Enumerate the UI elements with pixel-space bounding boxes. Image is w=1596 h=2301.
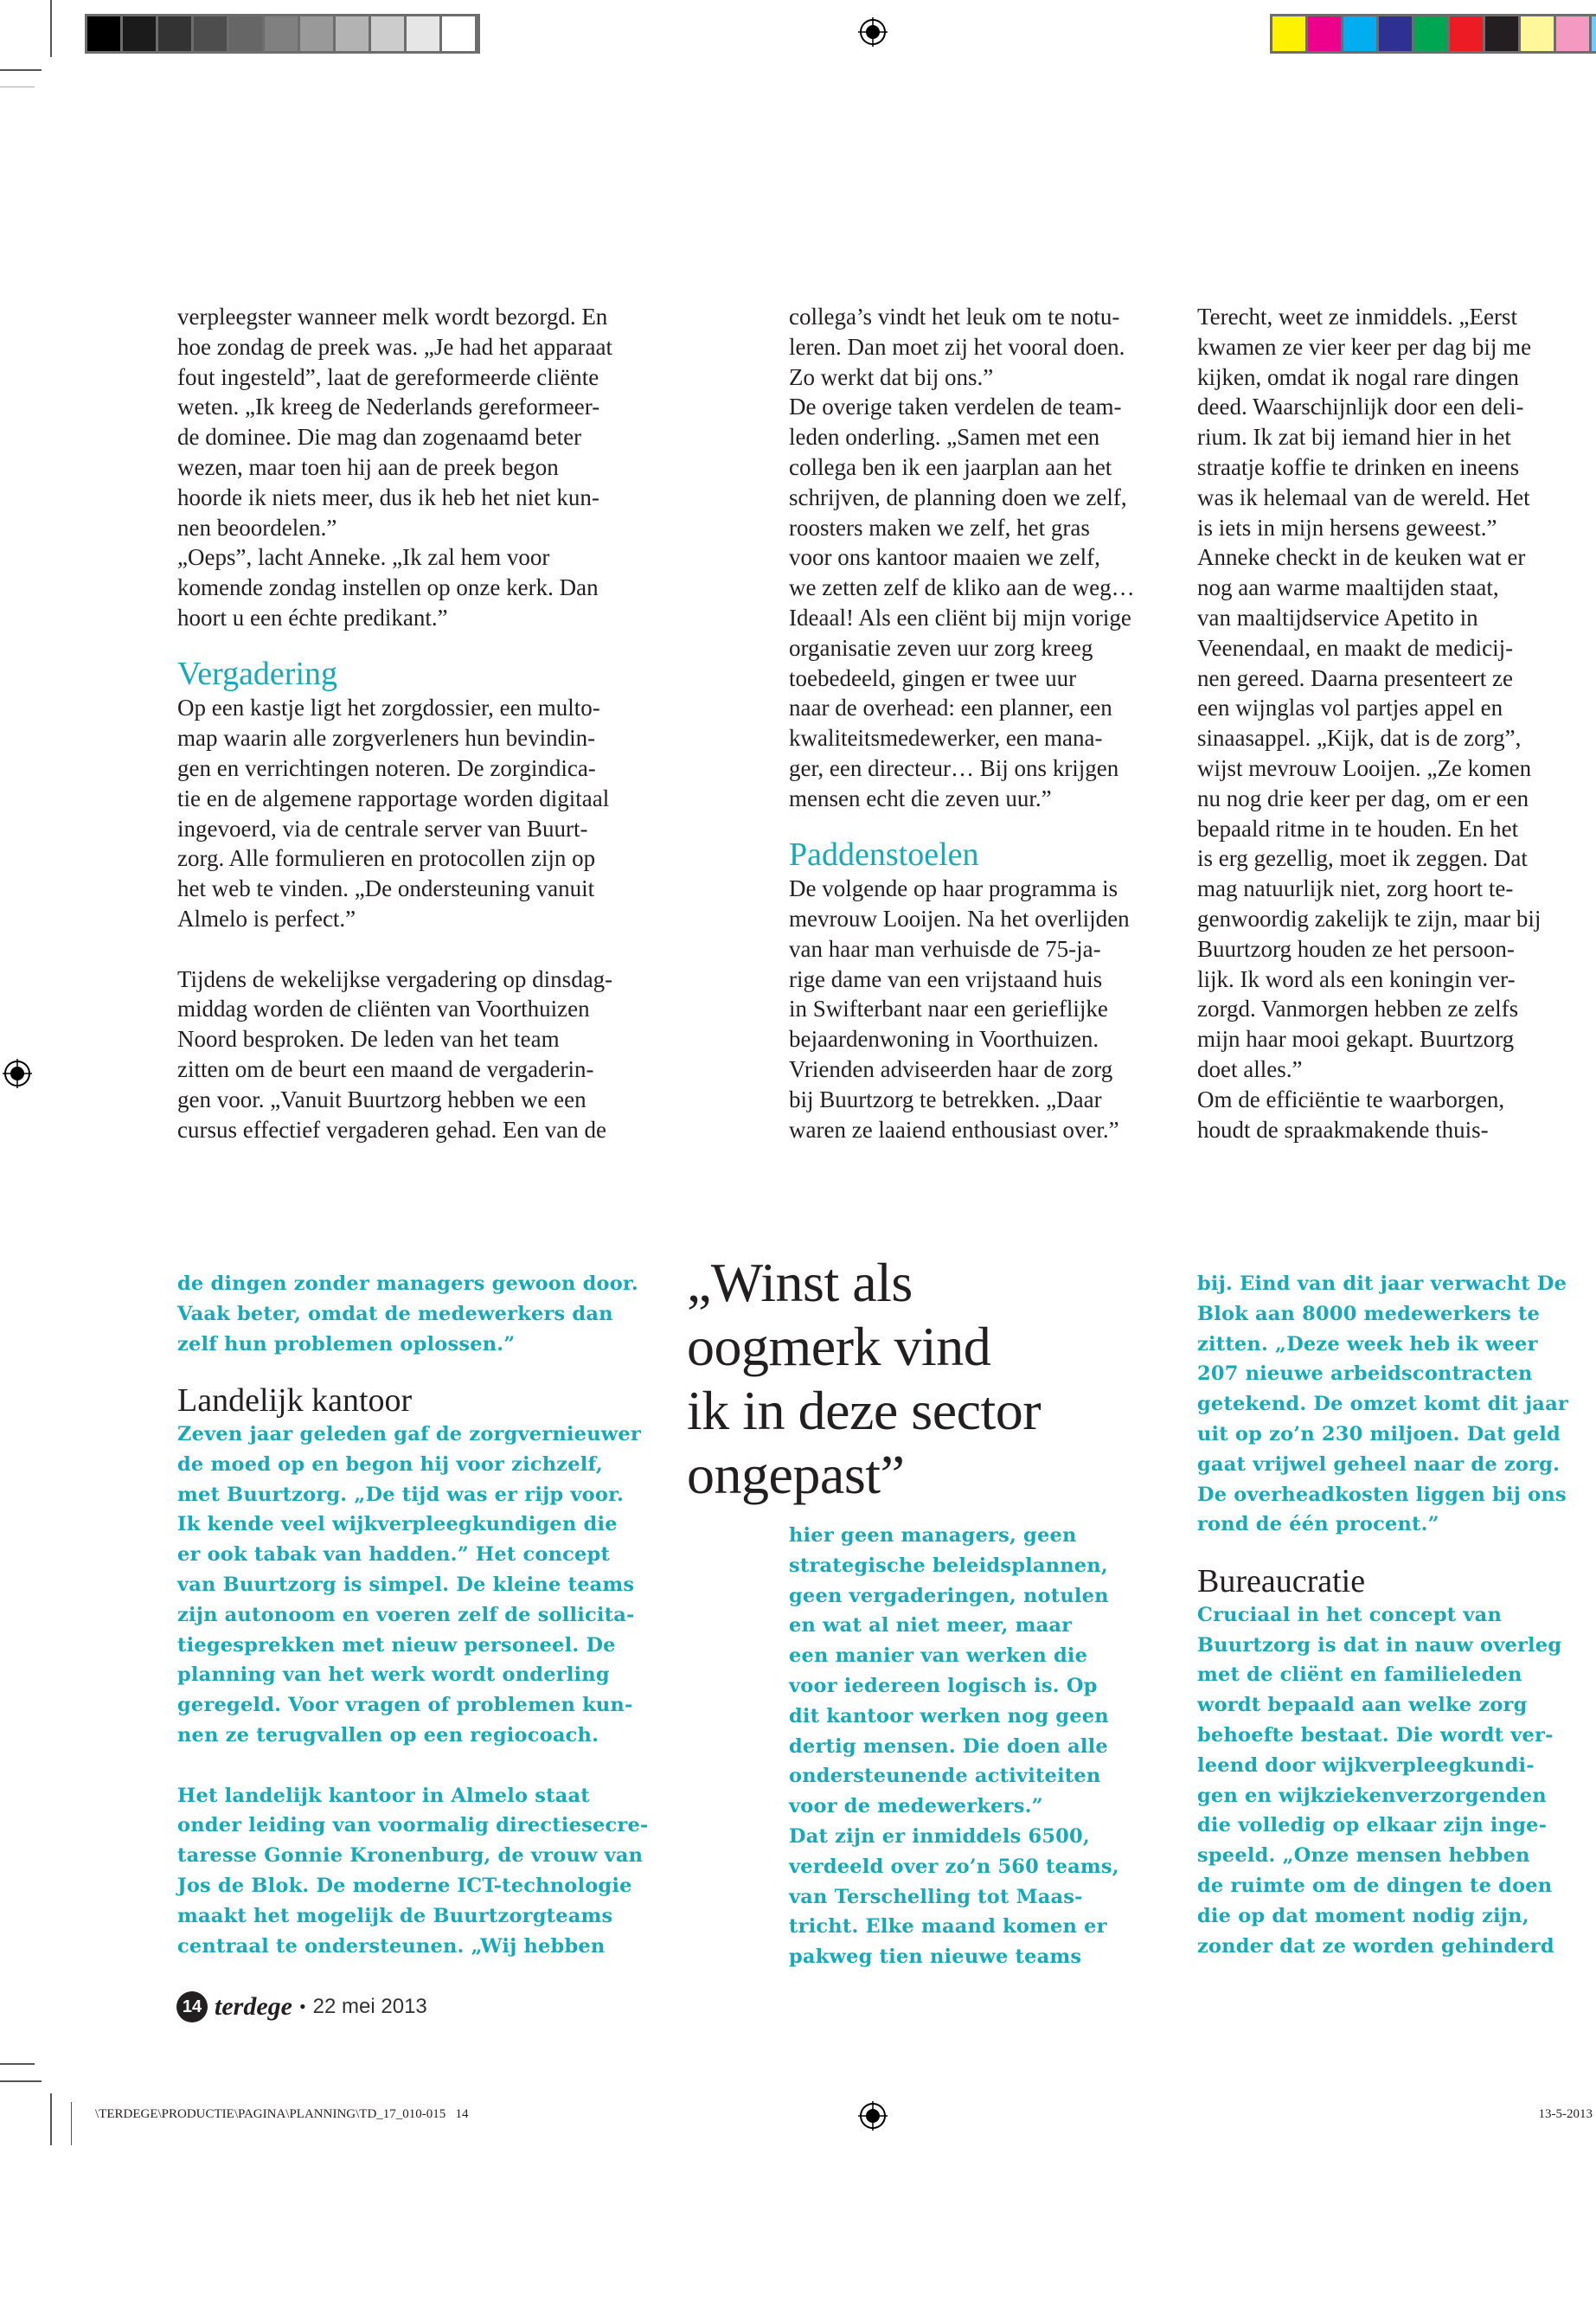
paragraph-spacer <box>177 934 662 965</box>
text-line: die volledig op elkaar zijn inge- <box>1197 1814 1548 1837</box>
grayscale-color-bar <box>85 14 480 54</box>
text-line: met de cliënt en familieleden <box>1197 1663 1522 1687</box>
text-line: lijk. Ik word als een koningin ver- <box>1197 965 1516 992</box>
text-line: De overheadkosten liggen bij ons <box>1197 1483 1567 1506</box>
text-line: Buurtzorg is dat in nauw overleg <box>1197 1633 1562 1657</box>
text-line: zitten om de beurt een maand de vergaderin- <box>177 1055 594 1082</box>
section-heading: Paddenstoelen <box>789 836 979 874</box>
crop-mark <box>0 2063 35 2065</box>
text-line: houdt de spraakmakende thuis- <box>1197 1116 1489 1143</box>
text-line: de dingen zonder managers gewoon door. <box>177 1272 638 1295</box>
text-line: mensen echt die zeven uur.” <box>789 785 1052 811</box>
crop-mark <box>0 69 42 71</box>
text-line: Blok aan 8000 medewerkers te <box>1197 1302 1541 1325</box>
color-swatch <box>1485 16 1521 51</box>
text-line: gaat vrijwel geheel naar de zorg. <box>1197 1452 1561 1476</box>
footer-separator: • <box>298 1996 306 2017</box>
pull-quote-line: ik in deze sector <box>687 1380 1042 1441</box>
text-line: hoe zondag de preek was. „Je had het apparaat <box>177 333 613 360</box>
text-line: de dominee. Die mag dan zogenaamd beter <box>177 424 582 451</box>
text-line: en wat al niet meer, maar <box>789 1614 1073 1638</box>
text-line: nen gereed. Daarna presenteert ze <box>1197 664 1514 691</box>
text-line: het web te vinden. „De ondersteuning vanuit <box>177 875 595 902</box>
color-swatch <box>442 16 478 51</box>
text-line: ingevoerd, via de centrale server van Buurt- <box>177 815 588 842</box>
paragraph <box>177 965 662 1145</box>
text-line: gen en wijkziekenverzorgenden <box>1197 1784 1547 1807</box>
text-line: behoefte bestaat. Die wordt ver- <box>1197 1723 1554 1747</box>
text-line: „Oeps”, lacht Anneke. „Ik zal hem voor <box>177 544 550 571</box>
pull-quote-line: oogmerk vind <box>687 1316 991 1377</box>
paragraph <box>177 1269 662 1359</box>
text-line: dertig mensen. Die doen alle <box>789 1734 1108 1758</box>
issue-date: 22 mei 2013 <box>312 1995 427 2018</box>
text-line: Ideaal! Als een cliënt bij mijn vorige <box>789 604 1131 631</box>
text-line: fout ingesteld”, laat de gereformeerde cliënte <box>177 363 599 390</box>
text-line: De volgende op haar programma is <box>789 875 1118 902</box>
text-line: dit kantoor werken nog geen <box>789 1704 1109 1727</box>
text-line: kwamen ze vier keer per dag bij me <box>1197 333 1532 360</box>
text-line: bij. Eind van dit jaar verwacht De <box>1197 1272 1567 1295</box>
text-line: Dat zijn er inmiddels 6500, <box>789 1824 1090 1848</box>
color-swatch <box>1379 16 1414 51</box>
text-line: Om de efficiëntie te waarborgen, <box>1197 1086 1505 1112</box>
registration-mark-icon <box>858 17 888 47</box>
text-line: cursus effectief vergaderen gehad. Een van de <box>177 1116 607 1143</box>
color-swatch <box>229 16 265 51</box>
paragraph <box>177 1781 662 1962</box>
text-line: strategische beleidsplannen, <box>789 1554 1108 1577</box>
magazine-logo: terdege <box>215 1992 292 2021</box>
text-line: is erg gezellig, moet ik zeggen. Dat <box>1197 845 1528 872</box>
text-line: zorg. Alle formulieren en protocollen zijn op <box>177 845 596 872</box>
color-swatch <box>1592 16 1596 51</box>
text-line: komende zondag instellen op onze kerk. Dan <box>177 574 599 601</box>
text-line: middag worden de cliënten van Voorthuizen <box>177 996 590 1022</box>
text-line: gen en verrichtingen noteren. De zorgindica- <box>177 754 596 781</box>
text-line: verpleegster wanneer melk wordt bezorgd. En <box>177 304 608 330</box>
text-line: hoort u een échte predikant.” <box>177 604 448 631</box>
text-line: rige dame van een vrijstaand huis <box>789 965 1103 992</box>
text-line: van Terschelling tot Maas- <box>789 1885 1083 1908</box>
text-line: leend door wijkverpleegkundi- <box>1197 1753 1535 1777</box>
text-line: van maaltijdservice Apetito in <box>1197 604 1478 631</box>
text-line: wordt bepaald aan welke zorg <box>1197 1694 1528 1717</box>
text-line: was ik helemaal van de wereld. Het <box>1197 484 1530 510</box>
pull-quote-line: „Winst als <box>687 1252 913 1313</box>
text-line: Tijdens de wekelijkse vergadering op dinsdag- <box>177 965 613 992</box>
text-line: mag natuurlijk niet, zorg hoort te- <box>1197 875 1514 902</box>
text-line: voor iedereen logisch is. Op <box>789 1674 1098 1697</box>
text-line: schrijven, de planning doen we zelf, <box>789 484 1127 510</box>
top-column-1 <box>177 302 662 1144</box>
text-line: Het landelijk kantoor in Almelo staat <box>177 1784 590 1807</box>
text-line: bepaald ritme in te houden. En het <box>1197 815 1519 842</box>
color-swatch <box>371 16 407 51</box>
text-line: geen vergaderingen, notulen <box>789 1584 1109 1607</box>
text-line: Terecht, weet ze inmiddels. „Eerst <box>1197 304 1517 330</box>
text-line: deed. Waarschijnlijk door een deli- <box>1197 394 1524 420</box>
text-line: nen beoordelen.” <box>177 514 337 541</box>
text-line: Buurtzorg houden ze het persoon- <box>1197 935 1515 962</box>
text-line: zonder dat ze worden gehinderd <box>1197 1934 1554 1958</box>
text-line: naar de overhead: een planner, een <box>789 695 1112 721</box>
text-line: hier geen managers, geen <box>789 1524 1077 1547</box>
text-line: voor ons kantoor maaien we zelf, <box>789 544 1100 571</box>
text-line: geregeld. Voor vragen of problemen kun- <box>177 1694 633 1717</box>
text-line: Noord besproken. De leden van het team <box>177 1026 560 1053</box>
text-line: collega ben ik een jaarplan aan het <box>789 453 1112 480</box>
text-line: straatje koffie te drinken en ineens <box>1197 453 1520 480</box>
color-swatch <box>1450 16 1485 51</box>
text-line: een wijnglas vol partjes appel en <box>1197 695 1503 721</box>
color-swatch <box>123 16 158 51</box>
text-line: ger, een directeur… Bij ons krijgen <box>789 754 1119 781</box>
text-line: wezen, maar toen hij aan de preek begon <box>177 453 559 480</box>
text-line: Jos de Blok. De moderne ICT-technologie <box>177 1874 632 1897</box>
color-swatch <box>336 16 371 51</box>
text-line: Zeven jaar geleden gaf de zorgvernieuwer <box>177 1422 641 1445</box>
text-line: maakt het mogelijk de Buurtzorgteams <box>177 1904 613 1927</box>
text-line: toebedeeld, gingen er twee uur <box>789 664 1077 691</box>
section-heading: Vergadering <box>177 656 338 693</box>
text-line: Cruciaal in het concept van <box>1197 1603 1502 1626</box>
slug-file-path: \TERDEGE\PRODUCTIE\PAGINA\PLANNING\TD_17_010-015 14 <box>95 2107 469 2121</box>
text-line: planning van het werk wordt onderling <box>177 1663 610 1687</box>
text-line: genwoordig zakelijk te zijn, maar bij <box>1197 905 1542 932</box>
color-swatch <box>1343 16 1379 51</box>
section-heading: Landelijk kantoor <box>177 1381 413 1419</box>
text-line: wijst mevrouw Looijen. „Ze komen <box>1197 754 1532 781</box>
paragraph-spacer <box>177 1751 662 1781</box>
text-line: is iets in mijn hersens geweest.” <box>1197 514 1497 541</box>
text-line: van haar man verhuisde de 75-ja- <box>789 935 1101 962</box>
color-swatch <box>407 16 442 51</box>
text-line: doet alles.” <box>1197 1055 1303 1082</box>
text-line: gen voor. „Vanuit Buurtzorg hebben we een <box>177 1086 586 1112</box>
text-line: De overige taken verdelen de team- <box>789 394 1122 420</box>
paragraph <box>1197 1600 1596 1962</box>
text-line: nog aan warme maaltijden staat, <box>1197 574 1499 601</box>
text-line: getekend. De omzet komt dit jaar <box>1197 1393 1568 1416</box>
page-footer <box>176 1991 427 2022</box>
paragraph <box>177 1420 662 1751</box>
pull-quote <box>687 1251 1041 1507</box>
text-line: er ook tabak van hadden.” Het concept <box>177 1543 611 1567</box>
text-line: tie en de algemene rapportage worden digitaal <box>177 785 610 811</box>
text-line: van Buurtzorg is simpel. De kleine teams <box>177 1573 635 1596</box>
text-line: tricht. Elke maand komen er <box>789 1915 1107 1939</box>
color-swatch <box>1272 16 1308 51</box>
text-line: onder leiding van voormalig directiesecre- <box>177 1814 649 1837</box>
text-line: centraal te ondersteunen. „Wij hebben <box>177 1934 606 1958</box>
text-line: leren. Dan moet zij het vooral doen. <box>789 333 1125 360</box>
section-heading: Bureaucratie <box>1197 1562 1366 1599</box>
text-line: 207 nieuwe arbeidscontracten <box>1197 1362 1533 1386</box>
color-swatch <box>194 16 229 51</box>
text-line: die op dat moment nodig zijn, <box>1197 1904 1529 1927</box>
color-swatch <box>1308 16 1343 51</box>
text-line: hoorde ik niets meer, dus ik heb het niet kun- <box>177 484 599 510</box>
text-line: rond de één procent.” <box>1197 1513 1439 1536</box>
text-line: bij Buurtzorg te betrekken. „Daar <box>789 1086 1102 1112</box>
text-line: Op een kastje ligt het zorgdossier, een multo- <box>177 695 600 721</box>
paragraph <box>177 302 662 633</box>
text-line: Veenendaal, en maakt de medicij- <box>1197 634 1514 661</box>
text-line: mijn haar mooi gekapt. Buurtzorg <box>1197 1026 1515 1053</box>
text-line: zorgd. Vanmorgen hebben ze zelfs <box>1197 996 1519 1022</box>
bottom-column-3 <box>1197 1269 1596 1961</box>
text-line: Almelo is perfect.” <box>177 905 356 932</box>
process-color-bar <box>1270 14 1596 54</box>
paragraph <box>1197 302 1596 1144</box>
text-line: waren ze laaiend enthousiast over.” <box>789 1116 1119 1143</box>
text-line: we zetten zelf de kliko aan de weg… <box>789 574 1135 601</box>
crop-mark <box>50 0 52 57</box>
text-line: bejaardenwoning in Voorthuizen. <box>789 1026 1099 1053</box>
text-line: zelf hun problemen oplossen.” <box>177 1332 516 1356</box>
text-line: sinaasappel. „Kijk, dat is de zorg”, <box>1197 725 1522 752</box>
text-line: taresse Gonnie Kronenburg, de vrouw van <box>177 1844 644 1868</box>
text-line: mevrouw Looijen. Na het overlijden <box>789 905 1130 932</box>
text-line: leden onderling. „Samen met een <box>789 424 1100 451</box>
pull-quote-line: ongepast” <box>687 1444 905 1505</box>
color-swatch <box>1521 16 1556 51</box>
text-line: met Buurtzorg. „De tijd was er rijp voor. <box>177 1483 625 1506</box>
text-line: de moed op en begon hij voor zichzelf, <box>177 1452 603 1476</box>
crop-mark <box>0 2080 42 2082</box>
text-line: de ruimte om de dingen te doen <box>1197 1874 1553 1897</box>
page-number-badge: 14 <box>176 1991 208 2022</box>
color-swatch <box>300 16 336 51</box>
registration-mark-icon <box>3 1059 32 1088</box>
text-line: zijn autonoom en voeren zelf de sollicita- <box>177 1603 635 1626</box>
text-line: organisatie zeven uur zorg kreeg <box>789 634 1093 661</box>
text-line: tiegesprekken met nieuw personeel. De <box>177 1633 616 1657</box>
bottom-column-1 <box>177 1269 662 1961</box>
color-swatch <box>265 16 300 51</box>
text-line: pakweg tien nieuwe teams <box>789 1945 1082 1969</box>
text-line: nu nog drie keer per dag, om er een <box>1197 785 1529 811</box>
text-line: rium. Ik zat bij iemand hier in het <box>1197 424 1511 451</box>
paragraph <box>177 693 662 933</box>
text-line: collega’s vindt het leuk om te notu- <box>789 304 1120 330</box>
text-line: Vaak beter, omdat de medewerkers dan <box>177 1302 613 1325</box>
text-line: Anneke checkt in de keuken wat er <box>1197 544 1526 571</box>
color-swatch <box>158 16 194 51</box>
color-swatch <box>1414 16 1450 51</box>
text-line: nen ze terugvallen op een regiocoach. <box>177 1723 599 1747</box>
color-swatch <box>1556 16 1592 51</box>
text-line: weten. „Ik kreeg de Nederlands gereformeer- <box>177 394 600 420</box>
paragraph <box>1197 1269 1596 1540</box>
text-line: Vrienden adviseerden haar de zorg <box>789 1055 1113 1082</box>
text-line: voor de medewerkers.” <box>789 1795 1043 1818</box>
crop-mark <box>50 2093 52 2145</box>
text-line: kijken, omdat ik nogal rare dingen <box>1197 363 1519 390</box>
registration-mark-icon <box>858 2101 888 2131</box>
text-line: verdeeld over zo’n 560 teams, <box>789 1855 1119 1878</box>
text-line: ondersteunende activiteiten <box>789 1765 1101 1788</box>
text-line: Zo werkt dat bij ons.” <box>789 363 994 390</box>
text-line: uit op zo’n 230 miljoen. Dat geld <box>1197 1422 1561 1445</box>
text-line: Ik kende veel wijkverpleegkundigen die <box>177 1513 618 1536</box>
text-line: in Swifterbant naar een gerieflijke <box>789 996 1108 1022</box>
text-line: een manier van werken die <box>789 1644 1088 1668</box>
text-line: roosters maken we zelf, het gras <box>789 514 1090 541</box>
text-line: zitten. „Deze week heb ik weer <box>1197 1332 1538 1356</box>
crop-mark <box>71 2102 72 2145</box>
text-line: speeld. „Onze mensen hebben <box>1197 1844 1530 1868</box>
slug-date: 13-5-2013 <box>1538 2107 1593 2121</box>
color-swatch <box>87 16 123 51</box>
top-column-3 <box>1197 302 1596 1144</box>
text-line: map waarin alle zorgverleners hun bevindin- <box>177 725 596 752</box>
text-line: kwaliteitsmedewerker, een mana- <box>789 725 1103 752</box>
